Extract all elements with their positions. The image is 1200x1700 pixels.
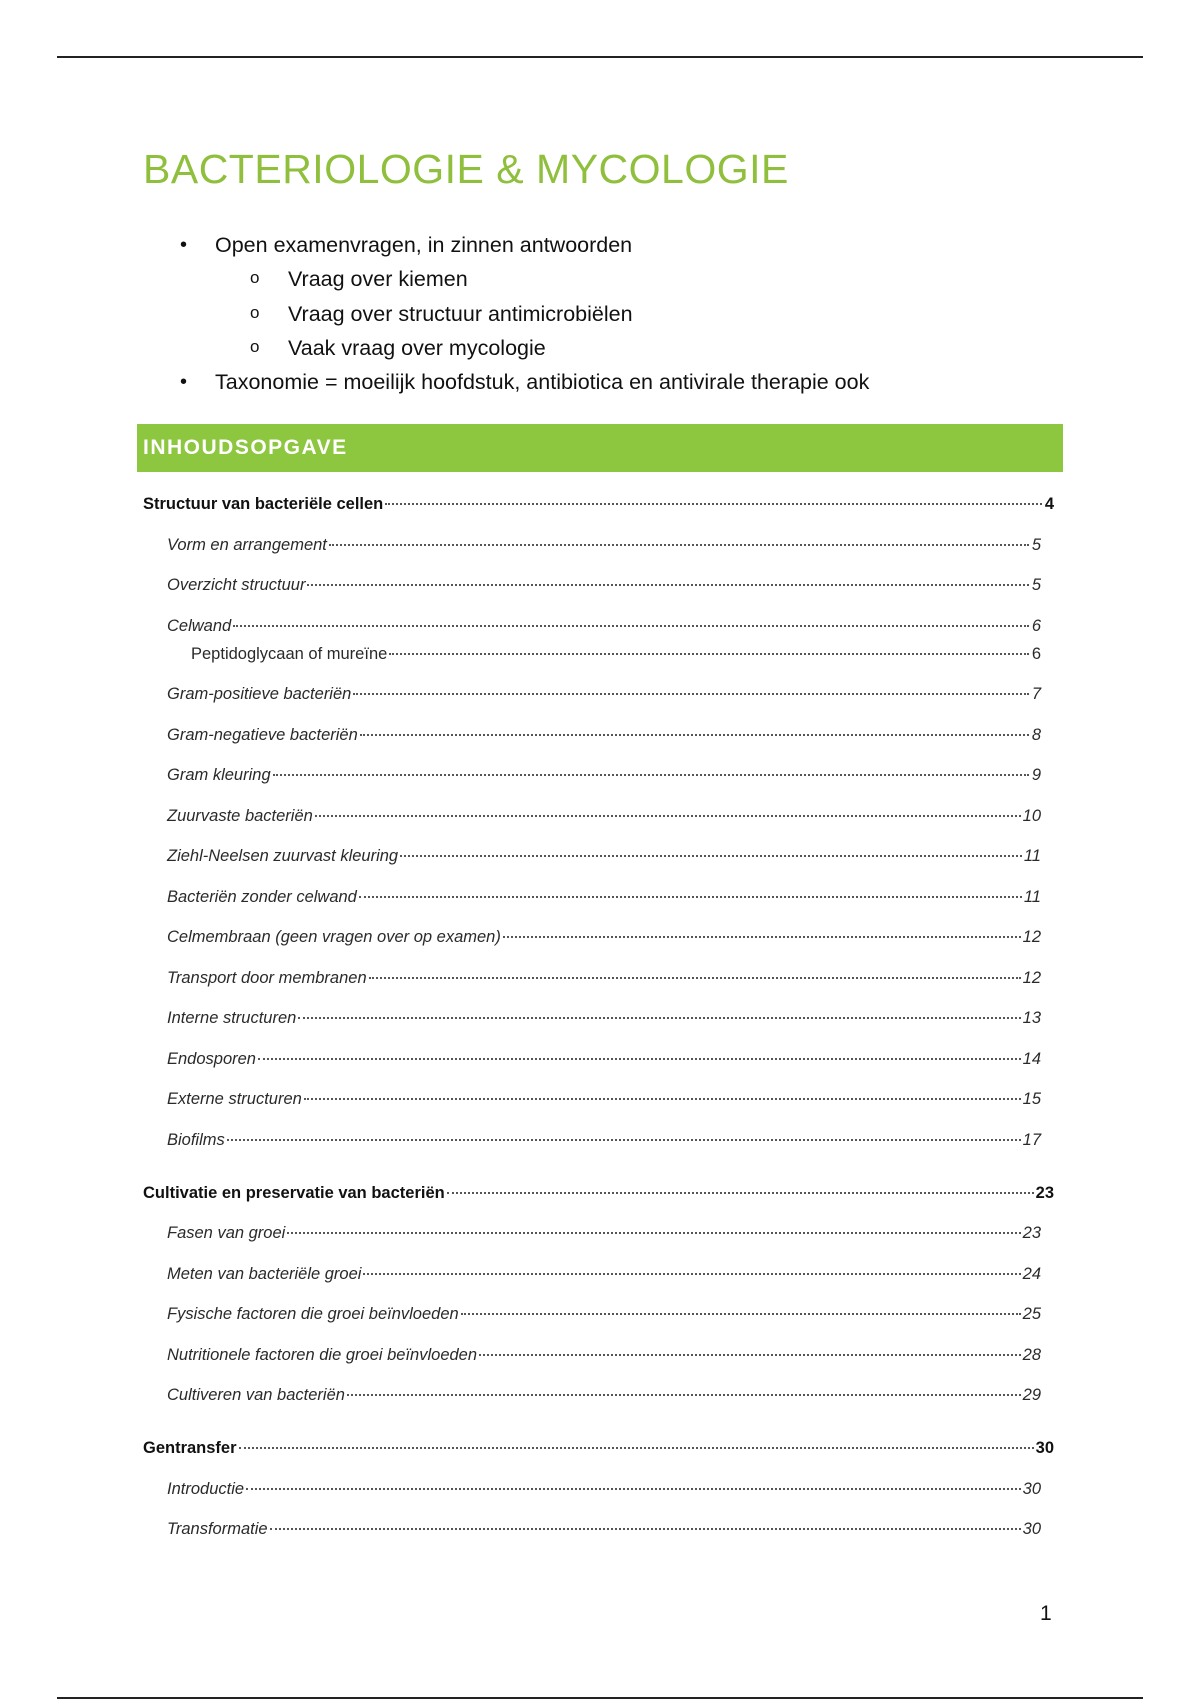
toc-dot-leader xyxy=(246,1488,1021,1490)
toc-entry-label: Peptidoglycaan of mureïne xyxy=(191,645,388,663)
toc-entry[interactable] xyxy=(143,492,1054,516)
toc-entry-page: 30 xyxy=(1022,1480,1041,1498)
toc-entry-page: 9 xyxy=(1031,766,1041,784)
toc-dot-leader xyxy=(315,815,1021,817)
sub-bullet-item: o Vraag over structuur antimicrobiëlen xyxy=(143,297,1103,331)
toc-entry-label: Fasen van groei xyxy=(167,1224,286,1242)
toc-entry-label: Nutritionele factoren die groei beïnvloeden xyxy=(167,1346,478,1364)
toc-entry-page: 10 xyxy=(1022,807,1041,825)
toc-entry-label: Celwand xyxy=(167,617,232,635)
bullet-circle-icon: o xyxy=(250,268,260,288)
toc-dot-leader xyxy=(385,503,1042,505)
toc-entry[interactable] xyxy=(143,533,1041,557)
toc-dot-leader xyxy=(298,1017,1020,1019)
toc-entry-page: 5 xyxy=(1031,536,1041,554)
bullet-dot-icon: • xyxy=(180,234,188,256)
toc-entry[interactable] xyxy=(143,642,1041,666)
toc-entry-page: 23 xyxy=(1035,1184,1054,1202)
toc-dot-leader xyxy=(360,734,1029,736)
page-number: 1 xyxy=(1040,1602,1052,1625)
toc-entry[interactable] xyxy=(143,723,1041,747)
toc-dot-leader xyxy=(270,1528,1021,1530)
toc-entry[interactable] xyxy=(143,1006,1041,1030)
toc-entry[interactable] xyxy=(143,763,1041,787)
toc-entry-label: Interne structuren xyxy=(167,1009,297,1027)
toc-entry[interactable] xyxy=(143,573,1041,597)
toc-entry[interactable] xyxy=(143,1477,1041,1501)
toc-entry-page: 25 xyxy=(1022,1305,1041,1323)
bullet-item: • Taxonomie = moeilijk hoofdstuk, antibiotica en antivirale therapie ook xyxy=(143,365,1103,399)
toc-entry-page: 6 xyxy=(1031,617,1041,635)
toc-entry[interactable] xyxy=(143,1302,1041,1326)
toc-entry-page: 14 xyxy=(1022,1050,1041,1068)
toc-entry[interactable] xyxy=(143,1087,1041,1111)
toc-entry-label: Cultivatie en preservatie van bacteriën xyxy=(143,1184,445,1202)
header-rule xyxy=(57,56,1143,58)
bullet-item: • Open examenvragen, in zinnen antwoorden xyxy=(143,228,1103,262)
toc-entry-page: 17 xyxy=(1022,1131,1041,1149)
toc-dot-leader xyxy=(258,1058,1021,1060)
toc-entry[interactable] xyxy=(143,1181,1054,1205)
toc-entry-label: Biofilms xyxy=(167,1131,225,1149)
toc-entry-page: 12 xyxy=(1022,969,1041,987)
toc-entry-label: Celmembraan (geen vragen over op examen) xyxy=(167,928,501,946)
toc-entry[interactable] xyxy=(143,1047,1041,1071)
sub-bullet-item: o Vaak vraag over mycologie xyxy=(143,331,1103,365)
toc-entry-page: 15 xyxy=(1022,1090,1041,1108)
toc-dot-leader xyxy=(359,896,1022,898)
toc-entry-label: Bacteriën zonder celwand xyxy=(167,888,357,906)
toc-dot-leader xyxy=(307,584,1029,586)
toc-dot-leader xyxy=(273,774,1029,776)
toc-dot-leader xyxy=(461,1313,1021,1315)
toc-entry-page: 8 xyxy=(1031,726,1041,744)
toc-entry-page: 11 xyxy=(1023,888,1041,906)
toc-entry-page: 5 xyxy=(1031,576,1041,594)
toc-entry-page: 4 xyxy=(1044,495,1054,513)
toc-entry-page: 23 xyxy=(1022,1224,1041,1242)
toc-entry-label: Ziehl-Neelsen zuurvast kleuring xyxy=(167,847,399,865)
toc-dot-leader xyxy=(503,936,1021,938)
toc-dot-leader xyxy=(400,855,1022,857)
toc-entry-page: 6 xyxy=(1031,645,1041,663)
toc-entry[interactable] xyxy=(143,925,1041,949)
toc-entry-page: 13 xyxy=(1022,1009,1041,1027)
toc-entry[interactable] xyxy=(143,885,1041,909)
sub-bullet-item: o Vraag over kiemen xyxy=(143,262,1103,296)
toc-entry-label: Meten van bacteriële groei xyxy=(167,1265,362,1283)
toc-entry-label: Introductie xyxy=(167,1480,245,1498)
toc-entry-label: Gram-negatieve bacteriën xyxy=(167,726,358,744)
toc-entry-page: 28 xyxy=(1022,1346,1041,1364)
toc-entry-label: Structuur van bacteriële cellen xyxy=(143,495,384,513)
toc-entry-label: Externe structuren xyxy=(167,1090,302,1108)
toc-entry-page: 12 xyxy=(1022,928,1041,946)
toc-dot-leader xyxy=(353,693,1029,695)
toc-dot-leader xyxy=(363,1273,1020,1275)
toc-entry[interactable] xyxy=(143,1262,1041,1286)
bullet-dot-icon: • xyxy=(180,371,188,394)
toc-dot-leader xyxy=(304,1098,1021,1100)
toc-entry-page: 30 xyxy=(1022,1520,1041,1538)
document-title: BACTERIOLOGIE & MYCOLOGIE xyxy=(143,146,789,192)
toc-entry-label: Gentransfer xyxy=(143,1439,237,1457)
toc-dot-leader xyxy=(227,1139,1021,1141)
toc-entry-label: Overzicht structuur xyxy=(167,576,306,594)
toc-dot-leader xyxy=(447,1192,1034,1194)
toc-entry[interactable] xyxy=(143,1436,1054,1460)
toc-entry[interactable] xyxy=(143,1517,1041,1541)
toc-entry[interactable] xyxy=(143,1383,1041,1407)
toc-entry-label: Zuurvaste bacteriën xyxy=(167,807,313,825)
toc-dot-leader xyxy=(369,977,1021,979)
toc-dot-leader xyxy=(233,625,1029,627)
toc-entry[interactable] xyxy=(143,1128,1041,1152)
toc-dot-leader xyxy=(329,544,1029,546)
toc-entry-label: Endosporen xyxy=(167,1050,256,1068)
toc-entry[interactable] xyxy=(143,614,1041,638)
toc-dot-leader xyxy=(239,1447,1034,1449)
toc-entry[interactable] xyxy=(143,804,1041,828)
toc-entry[interactable] xyxy=(143,966,1041,990)
footer-rule xyxy=(57,1697,1143,1699)
toc-entry-label: Cultiveren van bacteriën xyxy=(167,1386,345,1404)
toc-heading: INHOUDSOPGAVE xyxy=(137,424,1063,472)
toc-entry-label: Gram-positieve bacteriën xyxy=(167,685,352,703)
toc-dot-leader xyxy=(389,653,1029,655)
toc-entry-page: 29 xyxy=(1022,1386,1041,1404)
toc-entry-label: Gram kleuring xyxy=(167,766,271,784)
toc-entry-page: 11 xyxy=(1023,847,1041,865)
bullet-circle-icon: o xyxy=(250,336,260,356)
toc-dot-leader xyxy=(347,1394,1021,1396)
toc-dot-leader xyxy=(287,1232,1020,1234)
toc-entry[interactable] xyxy=(143,682,1041,706)
toc-entry-page: 30 xyxy=(1035,1439,1054,1457)
toc-entry-label: Transformatie xyxy=(167,1520,268,1538)
toc-entry-page: 24 xyxy=(1022,1265,1041,1283)
toc-entry[interactable] xyxy=(143,844,1041,868)
toc-entry-label: Transport door membranen xyxy=(167,969,367,987)
toc-entry[interactable] xyxy=(143,1343,1041,1367)
intro-bullet-list xyxy=(143,228,1103,399)
toc-dot-leader xyxy=(479,1354,1021,1356)
bullet-circle-icon: o xyxy=(250,302,260,322)
toc-entry[interactable] xyxy=(143,1221,1041,1245)
toc-entry-label: Vorm en arrangement xyxy=(167,536,327,554)
toc-entry-page: 7 xyxy=(1031,685,1041,703)
toc-entry-label: Fysische factoren die groei beïnvloeden xyxy=(167,1305,459,1323)
